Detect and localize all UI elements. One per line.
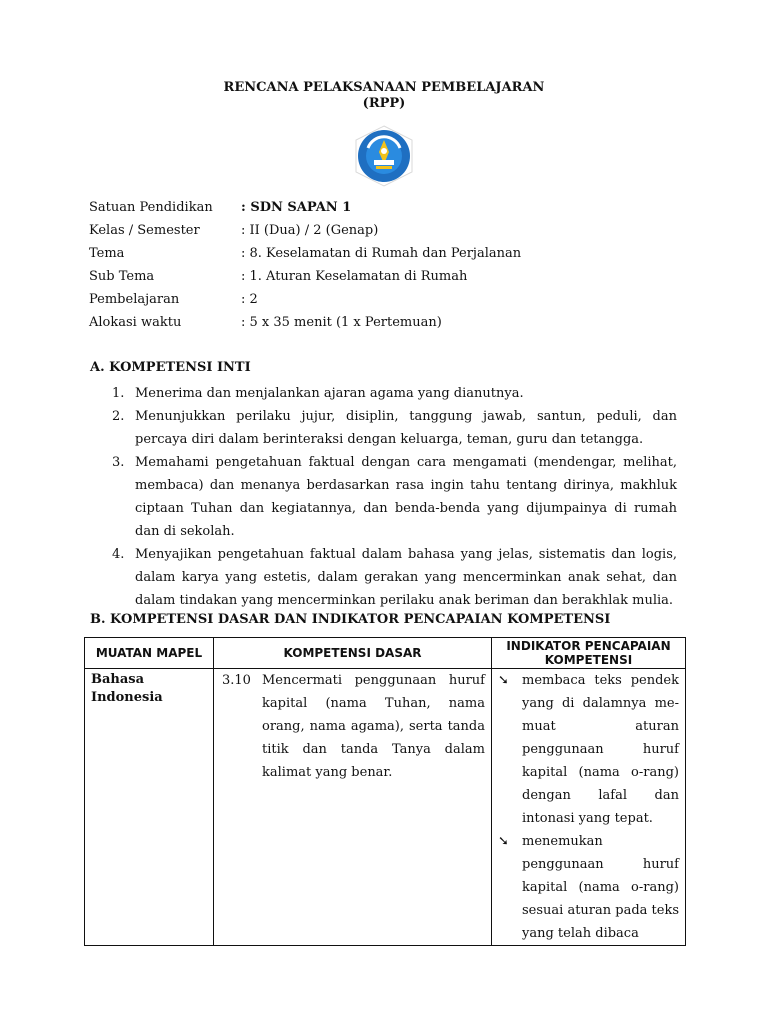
document-title: RENCANA PELAKSANAAN PEMBELAJARAN bbox=[223, 80, 545, 95]
list-item-text: Menerima dan menjalankan ajaran agama yang dianutnya. bbox=[135, 386, 524, 401]
list-item-text: Menunjukkan perilaku jujur, disiplin, tanggung jawab, santun, peduli, dan percaya diri dalam berinteraksi dengan keluarga, teman, guru dan tetangga. bbox=[135, 409, 677, 447]
list-item-text: Menyajikan pengetahuan faktual dalam bahasa yang jelas, sistematis dan logis, dalam karya yang estetis, dalam gerakan yang mencerminkan anak sehat, dan dalam tindakan yang mencerminkan perilaku anak beriman dan berakhlak mulia. bbox=[135, 547, 677, 608]
list-item bbox=[112, 451, 677, 543]
identity-value: : 5 x 35 menit (1 x Pertemuan) bbox=[241, 315, 442, 330]
identity-label: Kelas / Semester bbox=[89, 223, 200, 238]
list-item-text: Memahami pengetahuan faktual dengan cara mengamati (mendengar, melihat, membaca) dan menanya berdasarkan rasa ingin tahu tentang dirinya, makhluk ciptaan Tuhan dan kegiatannya, dan benda-benda yang dijumpainya di rumah dan di sekolah. bbox=[135, 455, 677, 539]
cell-muatan-mapel: Bahasa Indonesia bbox=[85, 669, 214, 946]
identity-value: : 1. Aturan Keselamatan di Rumah bbox=[241, 269, 468, 284]
identity-label: Sub Tema bbox=[89, 269, 155, 284]
identity-value: : II (Dua) / 2 (Genap) bbox=[241, 223, 379, 238]
indicator-text: membaca teks pendek yang di dalamnya me-muat aturan penggunaan huruf kapital (nama o-rang) dengan lafal dan intonasi yang tepat. bbox=[522, 673, 679, 826]
indicator-item bbox=[498, 830, 679, 945]
list-item bbox=[112, 405, 677, 451]
arrow-down-right-icon: ➘ bbox=[498, 673, 509, 688]
cell-kompetensi-dasar bbox=[214, 669, 492, 946]
list-item-number: 2. bbox=[112, 409, 125, 424]
column-header-indikator: INDIKATOR PENCAPAIAN KOMPETENSI bbox=[492, 638, 686, 669]
column-header-kompetensi-dasar: KOMPETENSI DASAR bbox=[214, 638, 492, 669]
section-heading-kompetensi-dasar: B. KOMPETENSI DASAR DAN INDIKATOR PENCAPAIAN KOMPETENSI bbox=[90, 612, 611, 627]
indicator-item bbox=[498, 669, 679, 830]
arrow-down-right-icon: ➘ bbox=[498, 834, 509, 849]
kompetensi-dasar-table bbox=[84, 637, 686, 946]
section-heading-kompetensi-inti: A. KOMPETENSI INTI bbox=[90, 360, 251, 375]
kd-text: Mencermati penggunaan huruf kapital (nama Tuhan, nama orang, nama agama), serta tanda titik dan tanda Tanya dalam kalimat yang benar. bbox=[262, 673, 485, 780]
list-item-number: 1. bbox=[112, 386, 125, 401]
kd-number: 3.10 bbox=[222, 673, 251, 688]
table-row bbox=[85, 669, 686, 946]
tut-wuri-handayani-logo-icon bbox=[352, 124, 416, 188]
table-header-row bbox=[85, 638, 686, 669]
identity-label: Pembelajaran bbox=[89, 292, 180, 307]
list-item-number: 4. bbox=[112, 547, 125, 562]
identity-value: : SDN SAPAN 1 bbox=[241, 200, 352, 215]
identity-label: Satuan Pendidikan bbox=[89, 200, 213, 215]
identity-label: Tema bbox=[89, 246, 125, 261]
list-item bbox=[112, 543, 677, 612]
cell-indikator bbox=[492, 669, 686, 946]
identity-value: : 8. Keselamatan di Rumah dan Perjalanan bbox=[241, 246, 522, 261]
kompetensi-inti-list bbox=[112, 382, 677, 612]
indicator-text: menemukan penggunaan huruf kapital (nama o-rang) sesuai aturan pada teks yang telah dibaca bbox=[522, 834, 680, 941]
document-subtitle: (RPP) bbox=[362, 96, 406, 111]
identity-value: : 2 bbox=[241, 292, 258, 307]
list-item bbox=[112, 382, 677, 405]
identity-label: Alokasi waktu bbox=[89, 315, 182, 330]
column-header-muatan-mapel: MUATAN MAPEL bbox=[85, 638, 214, 669]
list-item-number: 3. bbox=[112, 455, 125, 470]
